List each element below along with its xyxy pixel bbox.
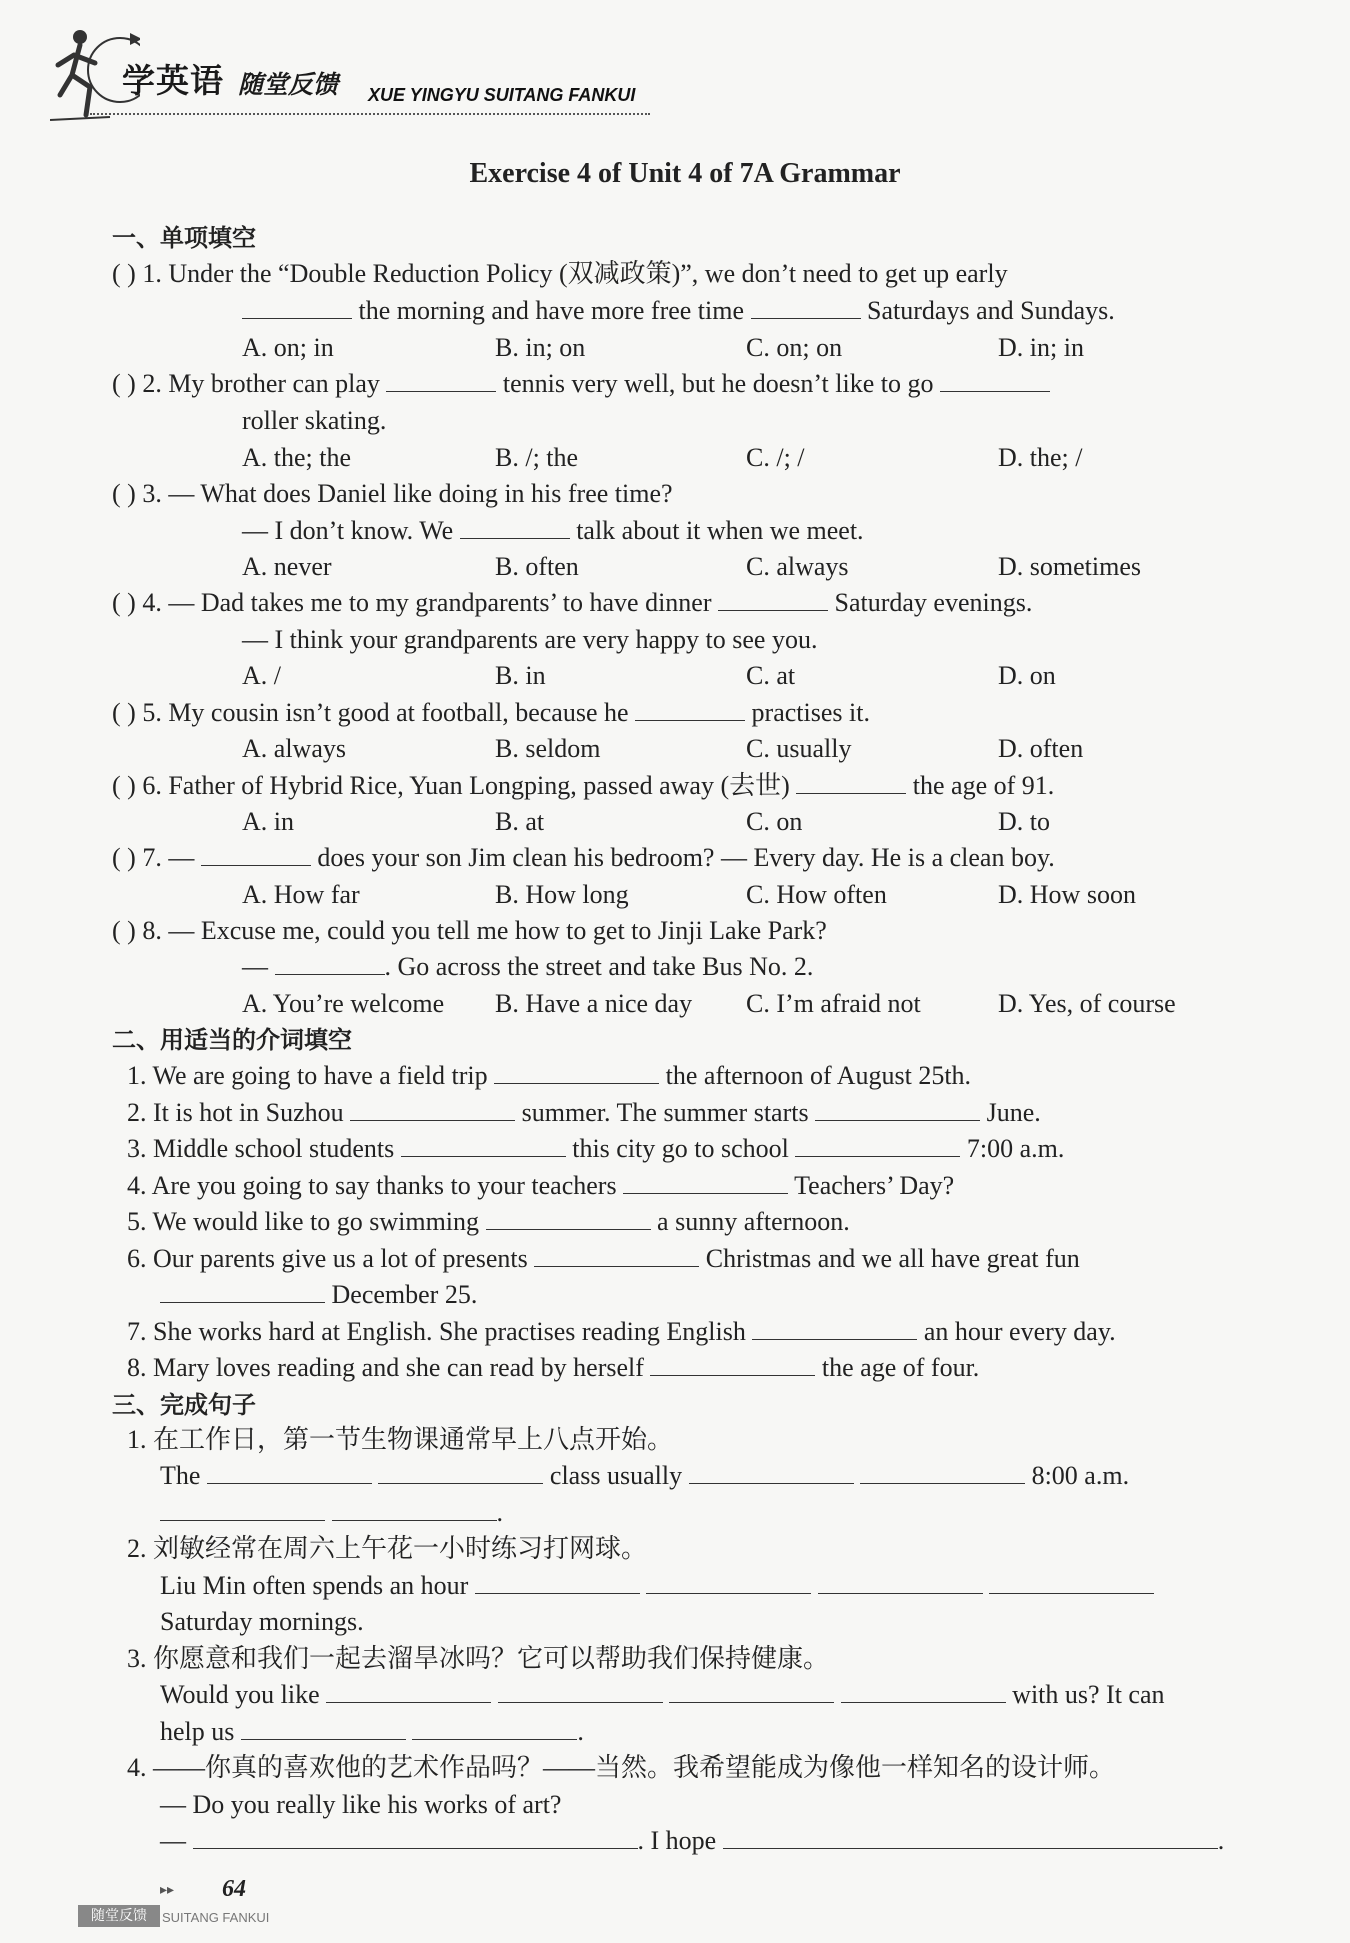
prep-8: 8. Mary loves reading and she can read by herself the age of four. xyxy=(127,1353,980,1382)
prep-3: 3. Middle school students this city go to school 7:00 a.m. xyxy=(127,1134,1065,1163)
answer-blank[interactable] xyxy=(386,369,496,392)
q7-option-b: B. How long xyxy=(495,880,629,909)
answer-blank[interactable] xyxy=(650,1353,815,1376)
answer-blank[interactable] xyxy=(752,1317,917,1340)
answer-blank[interactable] xyxy=(669,1680,834,1703)
q1-option-d: D. in; in xyxy=(998,333,1084,362)
answer-blank[interactable] xyxy=(795,1134,960,1157)
answer-blank[interactable] xyxy=(841,1680,1006,1703)
q6-line-1: ( ) 6. Father of Hybrid Rice, Yuan Longping, passed away (去世) the age of 91. xyxy=(112,771,1055,800)
q5-option-b: B. seldom xyxy=(495,734,601,763)
answer-blank[interactable] xyxy=(796,771,906,794)
page-number: 64 xyxy=(222,1876,246,1902)
brand-chinese: 学英语 xyxy=(122,61,224,100)
sentence-2-chinese: 2. 刘敏经常在周六上午花一小时练习打网球。 xyxy=(127,1534,648,1563)
prep-6-cont: December 25. xyxy=(160,1279,477,1311)
q5-option-d: D. often xyxy=(998,734,1084,763)
answer-blank[interactable] xyxy=(160,1498,325,1521)
q8-line-1: ( ) 8. — Excuse me, could you tell me how to get to Jinji Lake Park? xyxy=(112,916,827,945)
section-2-heading: 二、用适当的介词填空 xyxy=(112,1026,352,1054)
q2-option-a: A. the; the xyxy=(242,443,352,472)
section-3-heading: 三、完成句子 xyxy=(112,1391,256,1419)
answer-blank[interactable] xyxy=(486,1207,651,1230)
sentence-1-cont: . xyxy=(160,1497,503,1529)
answer-blank[interactable] xyxy=(989,1571,1154,1594)
q4-line-2: — I think your grandparents are very happy to see you. xyxy=(242,625,818,654)
q1-line-1: ( ) 1. Under the “Double Reduction Policy (双减政策)”, we don’t need to get up early xyxy=(112,259,1008,288)
answer-blank[interactable] xyxy=(718,588,828,611)
answer-blank[interactable] xyxy=(751,296,861,319)
footer-arrow-icon: ▸▸ xyxy=(160,1883,175,1898)
header xyxy=(50,25,670,135)
q4-option-a: A. / xyxy=(242,661,281,690)
answer-blank[interactable] xyxy=(378,1461,543,1484)
footer-tag-english: SUITANG FANKUI xyxy=(162,1910,270,1925)
q3-line-2: — I don’t know. We talk about it when we meet. xyxy=(242,516,864,545)
answer-blank[interactable] xyxy=(350,1098,515,1121)
answer-blank[interactable] xyxy=(460,516,570,539)
prep-4: 4. Are you going to say thanks to your teachers Teachers’ Day? xyxy=(127,1171,955,1200)
section-1-heading: 一、单项填空 xyxy=(112,224,256,252)
q3-line-1: ( ) 3. — What does Daniel like doing in his free time? xyxy=(112,479,673,508)
q1-option-c: C. on; on xyxy=(746,333,843,362)
answer-blank[interactable] xyxy=(494,1061,659,1084)
prep-1: 1. We are going to have a field trip the afternoon of August 25th. xyxy=(127,1061,972,1090)
q4-option-d: D. on xyxy=(998,661,1056,690)
sentence-1-chinese: 1. 在工作日，第一节生物课通常早上八点开始。 xyxy=(127,1425,674,1454)
q2-line-1: ( ) 2. My brother can play tennis very well, but he doesn’t like to go xyxy=(112,368,1050,400)
q7-option-a: A. How far xyxy=(242,880,360,909)
sentence-1-english: The class usually 8:00 a.m. xyxy=(160,1461,1130,1490)
q3-option-d: D. sometimes xyxy=(998,552,1141,581)
sentence-4-chinese: 4. ——你真的喜欢他的艺术作品吗？——当然。我希望能成为像他一样知名的设计师。 xyxy=(127,1753,1116,1782)
answer-blank[interactable] xyxy=(326,1680,491,1703)
answer-blank[interactable] xyxy=(723,1826,1218,1849)
answer-blank[interactable] xyxy=(242,296,352,319)
footer-tag: 随堂反馈 xyxy=(78,1905,160,1927)
answer-blank[interactable] xyxy=(534,1244,699,1267)
q8-option-b: B. Have a nice day xyxy=(495,989,693,1018)
q8-line-2: — . Go across the street and take Bus No. 2. xyxy=(242,952,814,981)
header-divider xyxy=(90,113,650,115)
sentence-4-question: — Do you really like his works of art? xyxy=(160,1790,562,1819)
q3-option-c: C. always xyxy=(746,552,849,581)
answer-blank[interactable] xyxy=(401,1134,566,1157)
page-title: Exercise 4 of Unit 4 of 7A Grammar xyxy=(469,158,901,189)
q3-option-b: B. often xyxy=(495,552,579,581)
brand-chinese-secondary: 随堂反馈 xyxy=(238,70,339,99)
q2-line-2: roller skating. xyxy=(242,406,387,435)
answer-blank[interactable] xyxy=(201,843,311,866)
q8-option-c: C. I’m afraid not xyxy=(746,989,921,1018)
answer-blank[interactable] xyxy=(860,1461,1025,1484)
answer-blank[interactable] xyxy=(940,369,1050,392)
q6-option-c: C. on xyxy=(746,807,803,836)
answer-blank[interactable] xyxy=(332,1498,497,1521)
prep-5: 5. We would like to go swimming a sunny afternoon. xyxy=(127,1207,850,1236)
answer-blank[interactable] xyxy=(498,1680,663,1703)
q7-option-c: C. How often xyxy=(746,880,887,909)
q6-option-d: D. to xyxy=(998,807,1050,836)
q2-option-c: C. /; / xyxy=(746,443,805,472)
q2-option-b: B. /; the xyxy=(495,443,579,472)
answer-blank[interactable] xyxy=(207,1461,372,1484)
answer-blank[interactable] xyxy=(275,952,385,975)
q5-option-a: A. always xyxy=(242,734,346,763)
answer-blank[interactable] xyxy=(815,1098,980,1121)
q4-option-c: C. at xyxy=(746,661,796,690)
q8-option-d: D. Yes, of course xyxy=(998,989,1176,1018)
answer-blank[interactable] xyxy=(818,1571,983,1594)
q8-option-a: A. You’re welcome xyxy=(242,989,445,1018)
q7-option-d: D. How soon xyxy=(998,880,1136,909)
q4-line-1: ( ) 4. — Dad takes me to my grandparents’ to have dinner Saturday evenings. xyxy=(112,588,1033,617)
q3-option-a: A. never xyxy=(242,552,332,581)
answer-blank[interactable] xyxy=(160,1280,325,1303)
q2-option-d: D. the; / xyxy=(998,443,1083,472)
q4-option-b: B. in xyxy=(495,661,546,690)
sentence-3-english: Would you like with us? It can xyxy=(160,1680,1165,1709)
prep-6: 6. Our parents give us a lot of presents Christmas and we all have great fun xyxy=(127,1244,1080,1273)
answer-blank[interactable] xyxy=(241,1717,406,1740)
q1-line-2: the morning and have more free time Saturdays and Sundays. xyxy=(242,295,1115,327)
answer-blank[interactable] xyxy=(689,1461,854,1484)
q5-line-1: ( ) 5. My cousin isn’t good at football, because he practises it. xyxy=(112,698,870,727)
prep-2: 2. It is hot in Suzhou summer. The summer starts June. xyxy=(127,1098,1041,1127)
brand-english: XUE YINGYU SUITANG FANKUI xyxy=(368,85,636,105)
answer-blank[interactable] xyxy=(635,698,745,721)
answer-blank[interactable] xyxy=(646,1571,811,1594)
prep-7: 7. She works hard at English. She practises reading English an hour every day. xyxy=(127,1317,1116,1346)
answer-blank[interactable] xyxy=(412,1717,577,1740)
q1-option-a: A. on; in xyxy=(242,333,334,362)
q1-option-b: B. in; on xyxy=(495,333,586,362)
sentence-2-english: Liu Min often spends an hour xyxy=(160,1570,1154,1602)
sentence-2-cont: Saturday mornings. xyxy=(160,1607,364,1636)
answer-blank[interactable] xyxy=(475,1571,640,1594)
q6-option-b: B. at xyxy=(495,807,545,836)
sentence-4-answer: — . I hope . xyxy=(160,1826,1225,1855)
sentence-3-cont: help us . xyxy=(160,1717,584,1746)
sentence-3-chinese: 3. 你愿意和我们一起去溜旱冰吗？它可以帮助我们保持健康。 xyxy=(127,1644,830,1673)
q7-line-1: ( ) 7. — does your son Jim clean his bedroom? — Every day. He is a clean boy. xyxy=(112,843,1055,872)
q5-option-c: C. usually xyxy=(746,734,852,763)
answer-blank[interactable] xyxy=(193,1826,638,1849)
answer-blank[interactable] xyxy=(623,1171,788,1194)
q6-option-a: A. in xyxy=(242,807,294,836)
